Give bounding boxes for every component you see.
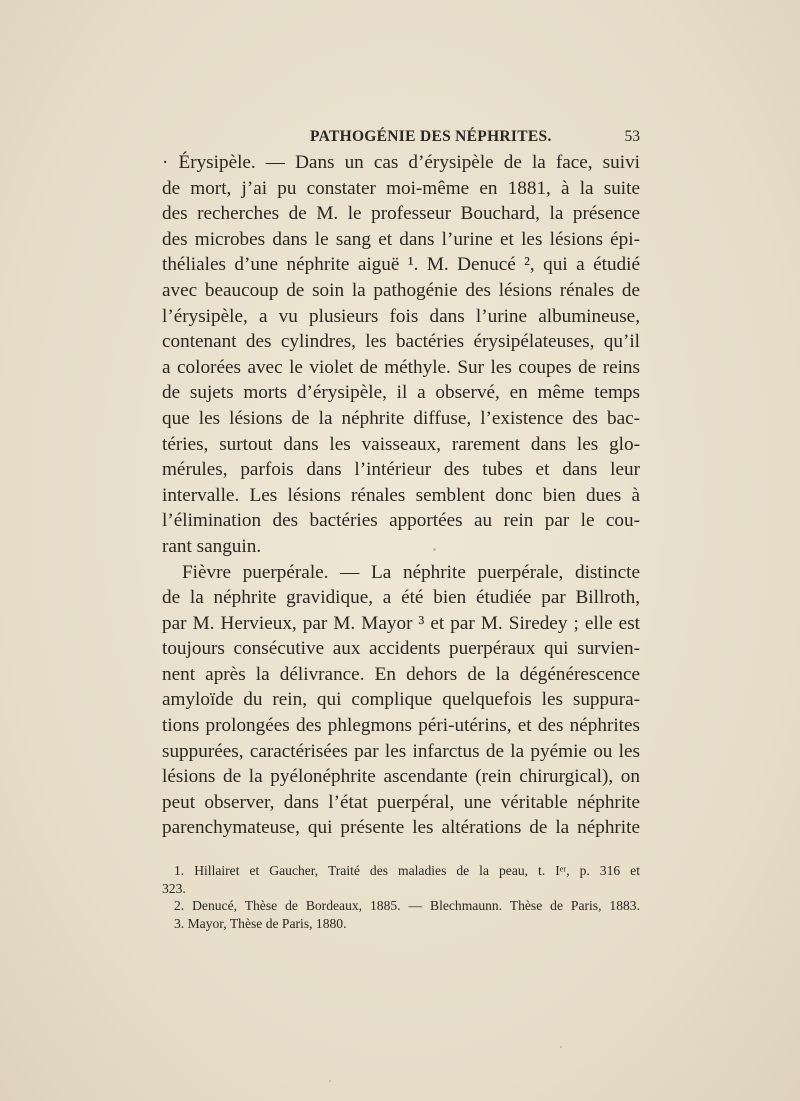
text-line: des microbes dans le sang et dans l’urine et les lésions épi-: [162, 228, 640, 250]
text-line: Fièvre puerpérale. — La néphrite puerpérale, distincte: [182, 561, 640, 583]
footnotes: [162, 862, 640, 932]
text-line: suppurées, caractérisées par les infarctus de la pyémie ou les: [162, 740, 640, 762]
text-line: des recherches de M. le professeur Bouchard, la présence: [162, 203, 640, 225]
text-line: par M. Hervieux, par M. Mayor ³ et par M. Siredey ; elle est: [162, 612, 640, 634]
text-line: de la néphrite gravidique, a été bien étudiée par Billroth,: [162, 587, 640, 609]
footnote-line: 3. Mayor, Thèse de Paris, 1880.: [174, 915, 347, 931]
text-line: l’élimination des bactéries apportées au rein par le cou-: [162, 510, 640, 532]
text-line: de sujets morts d’érysipèle, il a observé, en même temps: [162, 382, 640, 404]
paper-speck: [433, 548, 436, 551]
text-line: toujours consécutive aux accidents puerpéraux qui survien-: [162, 638, 640, 660]
text-line: rant sanguin.: [162, 535, 262, 557]
text-line: · Érysipèle. — Dans un cas d’érysipèle de la face, suivi: [162, 152, 640, 173]
footnote-line: 1. Hillairet et Gaucher, Traité des maladies de la peau, t. Iᵉʳ, p. 316 et: [174, 863, 640, 878]
text-line: a colorées avec le violet de méthyle. Sur les coupes de reins: [162, 356, 640, 378]
paper-speck: [560, 1046, 562, 1048]
text-line: peut observer, dans l’état puerpéral, une véritable néphrite: [162, 791, 640, 813]
text-line: mérules, parfois dans l’intérieur des tubes et dans leur: [162, 459, 640, 481]
text-line: de mort, j’ai pu constater moi-même en 1881, à la suite: [162, 177, 640, 199]
text-line: lésions de la pyélonéphrite ascendante (rein chirurgical), on: [162, 766, 640, 788]
text-line: tions prolongées des phlegmons péri-utérins, et des néphrites: [162, 715, 640, 737]
text-line: contenant des cylindres, les bactéries érysipélateuses, qu’il: [162, 331, 640, 353]
paper-speck: [329, 1080, 331, 1082]
running-head: [160, 128, 640, 150]
footnote-line: 323.: [162, 880, 186, 896]
running-title: PATHOGÉNIE DES NÉPHRITES.: [310, 128, 552, 145]
text-line: avec beaucoup de soin la pathogénie des lésions rénales de: [162, 279, 640, 301]
text-line: nent après la délivrance. En dehors de la dégénérescence: [162, 663, 640, 685]
text-line: que les lésions de la néphrite diffuse, l’existence des bac-: [162, 407, 640, 429]
text-line: téries, surtout dans les vaisseaux, rarement dans les glo-: [162, 433, 640, 455]
footnote-line: 2. Denucé, Thèse de Bordeaux, 1885. — Blechmaunn. Thèse de Paris, 1883.: [174, 898, 640, 913]
text-line: intervalle. Les lésions rénales semblent donc bien dues à: [162, 484, 640, 506]
text-line: parenchymateuse, qui présente les altérations de la néphrite: [162, 817, 640, 839]
text-line: l’érysipèle, a vu plusieurs fois dans l’urine albumineuse,: [162, 305, 640, 327]
page-number: 53: [624, 128, 640, 145]
body-text: [162, 150, 640, 841]
text-line: théliales d’une néphrite aiguë ¹. M. Denucé ², qui a étudié: [162, 254, 640, 276]
text-line: amyloïde du rein, qui complique quelquefois les suppura-: [162, 689, 640, 711]
